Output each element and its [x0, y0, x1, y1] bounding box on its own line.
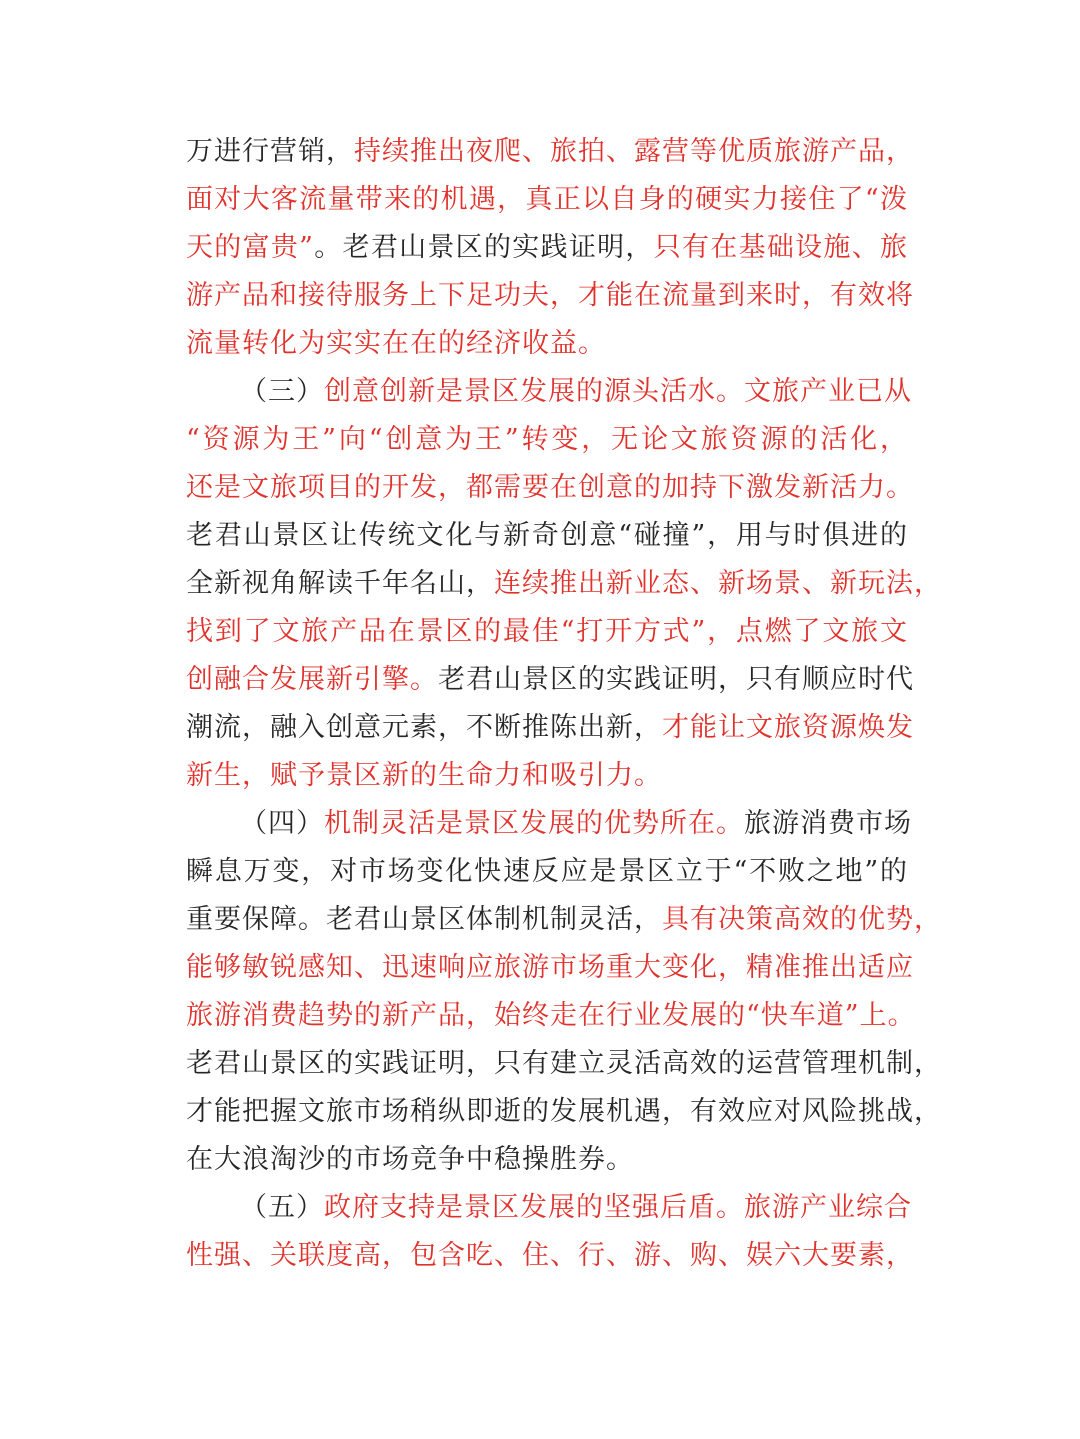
text-line	[186, 800, 912, 848]
text-line	[186, 1184, 912, 1232]
highlighted-text-segment: 新生，赋予景区新的生命力和吸引力。	[186, 760, 662, 791]
text-segment: 瞬息万变，对市场变化快速反应是景区立于“不败之地”的	[186, 856, 908, 887]
text-line	[186, 224, 908, 272]
text-line	[186, 1088, 942, 1136]
text-segment: 。老君山景区的实践证明，	[313, 232, 654, 263]
highlighted-text-segment: 能够敏锐感知、迅速响应旅游市场重大变化，精准推出适应	[186, 952, 914, 983]
text-segment: 潮流，融入创意元素，不断推陈出新，	[186, 712, 662, 743]
text-line	[186, 608, 908, 656]
highlighted-text-segment: 旅游消费趋势的新产品，始终走在行业发展的“快车道”上。	[186, 1000, 916, 1031]
highlighted-text-segment: 创融合发展新引擎。	[186, 664, 438, 695]
text-line	[186, 896, 942, 944]
text-line	[186, 944, 914, 992]
highlighted-text-segment: 天的富贵”	[186, 232, 314, 263]
text-line	[186, 128, 914, 176]
text-line	[186, 704, 914, 752]
text-line	[186, 848, 908, 896]
text-line	[186, 752, 908, 800]
highlighted-text-segment: 持续推出夜爬、旅拍、露营等优质旅游产品，	[354, 136, 914, 167]
highlighted-text-segment: 游产品和接待服务上下足功夫，才能在流量到来时，有效将	[186, 280, 914, 311]
highlighted-text-segment: 性强、关联度高，包含吃、住、行、游、购、娱六大要素，	[186, 1240, 914, 1271]
text-segment: 老君山景区的实践证明，只有建立灵活高效的运营管理机制，	[186, 1048, 942, 1079]
text-segment: 老君山景区的实践证明，只有顺应时代	[438, 664, 914, 695]
text-segment: 在大浪淘沙的市场竞争中稳操胜券。	[186, 1144, 634, 1175]
text-line	[186, 1040, 942, 1088]
highlighted-text-segment: 连续推出新业态、新场景、新玩法，	[494, 568, 942, 599]
highlighted-text-segment: 面对大客流量带来的机遇，真正以自身的硬实力接住了“泼	[186, 184, 908, 215]
highlighted-text-segment: 还是文旅项目的开发，都需要在创意的加持下激发新活力。	[186, 472, 914, 503]
text-line	[186, 1232, 914, 1280]
text-segment: （四）	[240, 808, 324, 839]
highlighted-text-segment: 只有在基础设施、旅	[653, 232, 909, 263]
highlighted-text-segment: 具有决策高效的优势，	[662, 904, 942, 935]
text-line	[186, 464, 914, 512]
highlighted-text-segment: 政府支持是景区发展的坚强后盾。旅游产业综合	[324, 1192, 912, 1223]
document-body-text	[186, 128, 942, 1280]
text-segment: 老君山景区让传统文化与新奇创意“碰撞”，用与时俱进的	[186, 520, 908, 551]
highlighted-text-segment: 创意创新是景区发展的源头活水。文旅产业已从	[324, 376, 912, 407]
highlighted-text-segment: 找到了文旅产品在景区的最佳“打开方式”，点燃了文旅文	[186, 616, 908, 647]
text-segment: 全新视角解读千年名山，	[186, 568, 494, 599]
text-segment: 重要保障。老君山景区体制机制灵活，	[186, 904, 662, 935]
text-line	[186, 1136, 908, 1184]
highlighted-text-segment: 才能让文旅资源焕发	[662, 712, 914, 743]
text-line	[186, 512, 908, 560]
text-line	[186, 992, 916, 1040]
text-segment: 万进行营销，	[186, 136, 354, 167]
text-line	[186, 320, 908, 368]
text-segment: 才能把握文旅市场稍纵即逝的发展机遇，有效应对风险挑战，	[186, 1096, 942, 1127]
highlighted-text-segment: “资源为王”向“创意为王”转变，无论文旅资源的活化，	[186, 424, 908, 455]
text-segment: 旅游消费市场	[744, 808, 912, 839]
text-line	[186, 416, 908, 464]
text-line	[186, 272, 914, 320]
highlighted-text-segment: 机制灵活是景区发展的优势所在。	[324, 808, 744, 839]
text-segment: （五）	[240, 1192, 324, 1223]
text-segment: （三）	[240, 376, 324, 407]
text-line	[186, 368, 912, 416]
text-line	[186, 176, 908, 224]
highlighted-text-segment: 流量转化为实实在在的经济收益。	[186, 328, 606, 359]
text-line	[186, 656, 914, 704]
text-line	[186, 560, 942, 608]
